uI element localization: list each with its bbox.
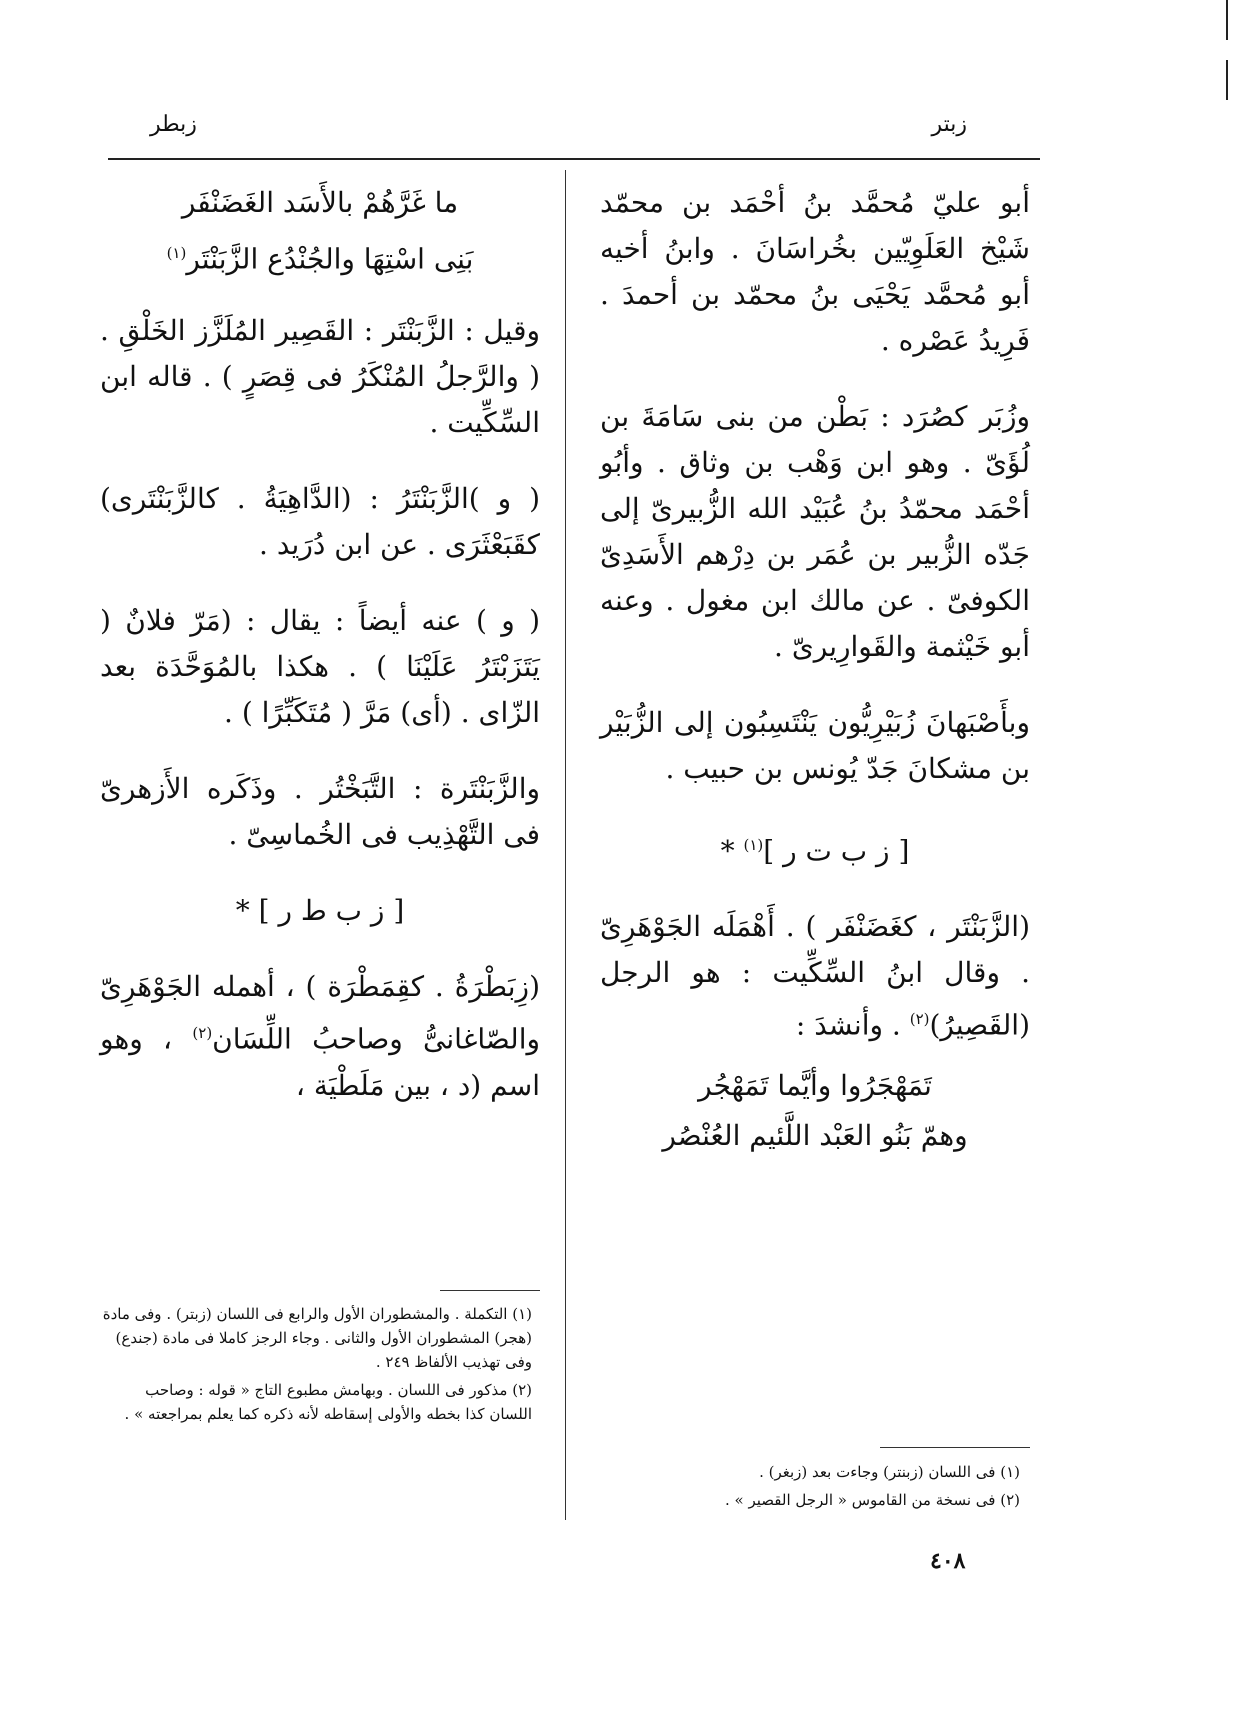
paragraph: وقيل : الزَّبَنْتَر : القَصِير المُلَزَّز الخَلْقِ . ( والرَّجلُ المُنْكَرُ فى قِصَرٍ ) . قاله ابن السِّكِّيت . — [100, 314, 540, 440]
entry-heading-text: [ ز ب ت ر ] — [763, 834, 910, 868]
paragraph-text: (الزَّبَنْتَر ، كغَضَنْفَر ) . أَهْمَلَه الجَوْهَرِىّ . وقال ابنُ السِّكِّيت : هو الرجل (القَصِيرُ) — [600, 910, 1030, 1042]
paragraph — [600, 904, 1030, 1048]
footnote-ref: (١) — [743, 836, 764, 854]
verse-line: وهمّ بَنُو العَبْد اللَّئيم العُنْصُر — [662, 1118, 968, 1152]
entry-heading-text: [ ز ب ط ر ] — [258, 894, 405, 928]
paragraph-text: (زِبَطْرَةُ . كقِمَطْرَة ) ، أهمله الجَوْهَرِىّ والصّاغانىُّ وصاحبُ اللِّسَان — [100, 970, 540, 1056]
paragraph: ( و )الزَّبَنْتَرُ : (الدَّاهِيَةُ . كالزَّبَنْتَرى) كقَبَعْثَرَى . عن ابن دُرَيد . — [100, 482, 540, 562]
footnote-ref: (٢) — [909, 1010, 930, 1029]
verse-line: ما غَرَّهُمْ بالأَسَد الغَضَنْفَر — [181, 186, 459, 219]
footnote-ref: (١) — [166, 244, 187, 262]
running-head-right: زبتر — [931, 112, 967, 137]
running-head-left: زبطر — [150, 112, 197, 137]
footnote: (٢) مذكور فى اللسان . وبهامش مطبوع التاج « قوله : وصاحب اللسان كذا بخطه والأولى إسقاطه لأنه ذكره كما يعلم بمراجعته » . — [124, 1381, 532, 1423]
paragraph: ( و ) عنه أيضاً : يقال : (مَرّ فلانٌ ( يَتَزَبْتَرُ عَلَيْنَا ) . هكذا بالمُوَحَّدَة بعد الزّاى . (أى) مَرَّ ( مُتَكَبِّرًا ) . — [100, 604, 540, 730]
scan-edge-mark — [1226, 60, 1228, 100]
footnote-rule — [880, 1447, 1030, 1448]
footnote: (١) فى اللسان (زبنتر) وجاءت بعد (زبغر) . — [759, 1463, 1020, 1481]
verse-line: تَمَهْجَرُوا وأيَّما تَمَهْجُر — [698, 1068, 932, 1102]
entry-heading — [100, 888, 540, 934]
paragraph: وزُبَر كصُرَد : بَطْن من بنى سَامَةَ بن لُؤَىّ . وهو ابن وَهْب بن وثاق . وأبُو أحْمَد محمّدُ بنُ عُبَيْد الله الزُّبيرىّ إلى جَدّه الزُّبير بن عُمَر بن دِرْهم الأَسَدِىّ الكوفىّ . عن مالك ابن مغول . وعنه أبو خَيْثمة والقَوارِيرىّ . — [600, 400, 1030, 663]
verse-text: بَنِى اسْتِهَا والجُنْدُع الزَّبَنْتَر — [186, 242, 474, 276]
entry-star: * — [235, 894, 250, 928]
footnotes-left — [100, 1302, 540, 1430]
paragraph: وبأَصْبَهانَ زُبَيْرِيُّون يَنْتَسِبُون إلى الزُّبَيْر بن مشكانَ جَدّ يُونس بن حبيب . — [600, 706, 1030, 785]
page-number: ٤٠٨ — [930, 1548, 966, 1574]
scan-edge-mark — [1226, 0, 1228, 40]
paragraph-text: ، وهو اسم (د ، بين مَلَطْيَة ، — [100, 1022, 540, 1102]
verse-line — [100, 230, 540, 282]
right-column — [600, 180, 1030, 1163]
footnote: (١) التكملة . والمشطوران الأول والرابع فى اللسان (زبتر) . وفى مادة (هجر) المشطوران الأول والثانى . وجاء الرجز كاملا فى مادة (جندع) وفى تهذيب الألفاظ ٢٤٩ . — [102, 1305, 532, 1371]
column-divider — [565, 170, 566, 1520]
paragraph — [100, 964, 540, 1108]
footnote: (٢) فى نسخة من القاموس « الرجل القصير » . — [725, 1491, 1020, 1509]
footnotes-right — [600, 1460, 1020, 1516]
entry-star: * — [720, 834, 735, 868]
left-column — [100, 180, 540, 1139]
footnote-rule — [440, 1290, 540, 1291]
paragraph: أبو عليّ مُحمَّد بنُ أحْمَد بن محمّد شَيْخ العَلَوِيّين بخُراسَانَ . وابنُ أخيه أبو مُحمَّد يَحْيَى بنُ محمّد بن أحمدَ . فَرِيدُ عَصْره . — [600, 186, 1030, 357]
header-rule — [108, 158, 1040, 160]
footnote-ref: (٢) — [192, 1024, 213, 1043]
paragraph: والزَّبَنْتَرة : التَّبَخْتُر . وذَكَره الأَزهرىّ فى التَّهْذِيب فى الخُماسِىّ . — [100, 772, 540, 852]
paragraph-text: . وأنشدَ : — [795, 1008, 910, 1042]
entry-heading — [600, 822, 1030, 874]
